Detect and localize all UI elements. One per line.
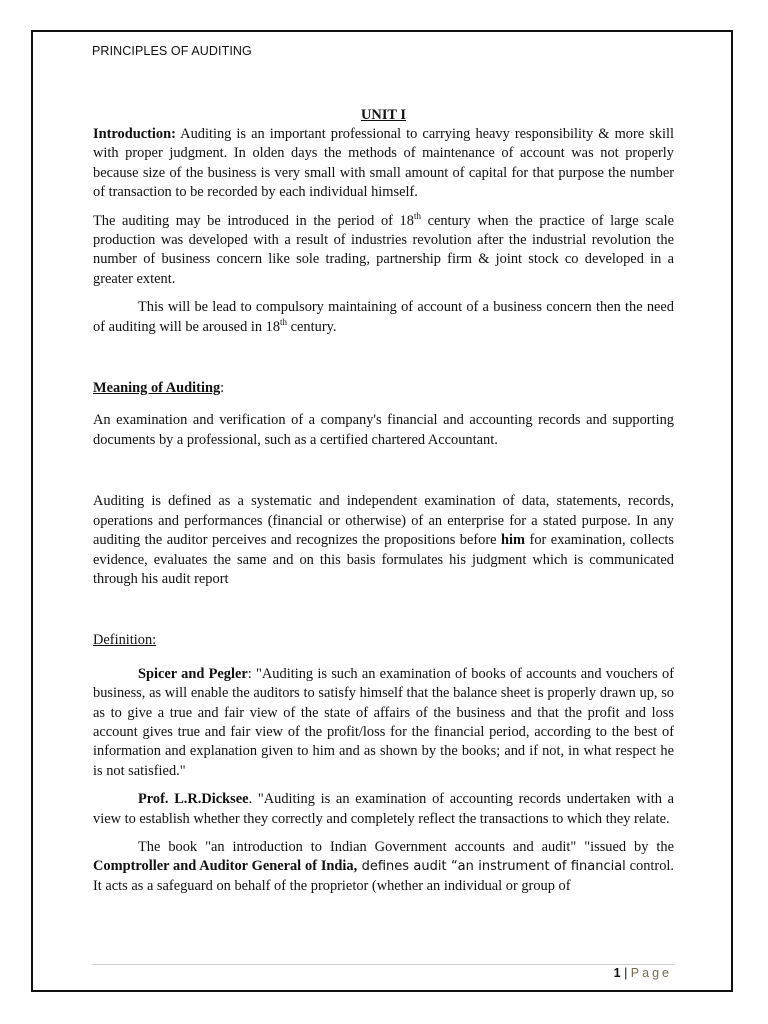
meaning-p2-after: for examination, collects evidence, evaluates the same and on this basis formulates his judgment which is communicated through his audit report [93,532,674,587]
spicer-pegler-text: : "Auditing is such an examination of books of accounts and vouchers of business, as will enable the auditors to satisfy himself that the balance sheet is properly drawn up, so as to give a true and fair view of the state of affairs of the business and that the profit and loss account gives true and fair view of the profit/loss for the financial period, according to the best of information and explanation given to him and as shown by the books; and if not, in what respect he is not satisfied." [93,665,675,779]
cag-text-before: The book "an introduction to Indian Government accounts and audit" "issued by the [138,838,674,855]
dicksee-name: Prof. L.R.Dicksee [138,791,249,808]
intro-label: Introduction: [93,126,176,142]
intro-text: Auditing is an important professional to carrying heavy responsibility & more skill with proper judgment. In olden days the methods of maintenance of account was not properly because size of the business is very small with small amount of capital for that purpose the number of transaction to be recorded by each individual himself. [93,126,674,201]
compulsory-text-after: century. [287,318,337,335]
unit-title: UNIT I [361,107,406,123]
compulsory-text-before: This will be lead to compulsory maintaining of account of a business concern then the need of auditing will be aroused in 18 [93,299,674,335]
meaning-p2-before: Auditing is defined as a systematic and independent examination of data, statements, records, operations and performances (financial or otherwise) of an enterprise for a stated purpose. In any auditing the auditor perceives and recognizes the propositions before [93,493,674,549]
compulsory-paragraph [93,298,674,337]
cag-bold: Comptroller and Auditor General of India, [93,858,358,875]
page-separator: | [624,966,628,980]
footer-rule [92,964,675,965]
spicer-pegler-paragraph [93,665,674,781]
running-header: PRINCIPLES OF AUDITING [92,44,252,58]
cag-sans-text: defines audit “an instrument of financial [357,859,626,875]
compulsory-superscript: th [280,316,288,327]
page-footer [614,966,672,980]
dicksee-paragraph [93,790,674,829]
page-number: 1 [613,966,621,980]
history-paragraph [93,212,674,290]
meaning-heading-text: Meaning of Auditing [93,380,221,397]
meaning-p2-bold: him [501,532,526,549]
intro-paragraph [93,125,674,203]
meaning-heading-colon: : [220,380,225,397]
cag-text-after: control. It acts as a safeguard on behalf of the proprietor (whether an individual or group of [93,858,674,894]
meaning-heading [93,379,674,398]
dicksee-text: . "Auditing is an examination of accounting records undertaken with a view to establish whether they correctly and completely reflect the transactions to which they relate. [93,791,674,827]
history-text-after: century when the practice of large scale production was developed with a result of industries revolution after the industrial revolution the number of business concern like sole trading, partnership firm & joint stock co developed in a greater extent. [93,212,674,287]
definition-heading: Definition: [93,632,157,649]
spicer-pegler-name: Spicer and Pegler [138,665,248,682]
history-text-before: The auditing may be introduced in the period of 18 [93,212,414,229]
meaning-paragraph-1: An examination and verification of a company's financial and accounting records and supporting documents by a professional, such as a certified chartered Accountant. [93,412,674,448]
document-body [93,106,674,896]
page-word: Page [630,966,672,980]
meaning-paragraph-2 [93,492,674,589]
history-superscript: th [413,210,421,221]
cag-paragraph [93,838,674,896]
